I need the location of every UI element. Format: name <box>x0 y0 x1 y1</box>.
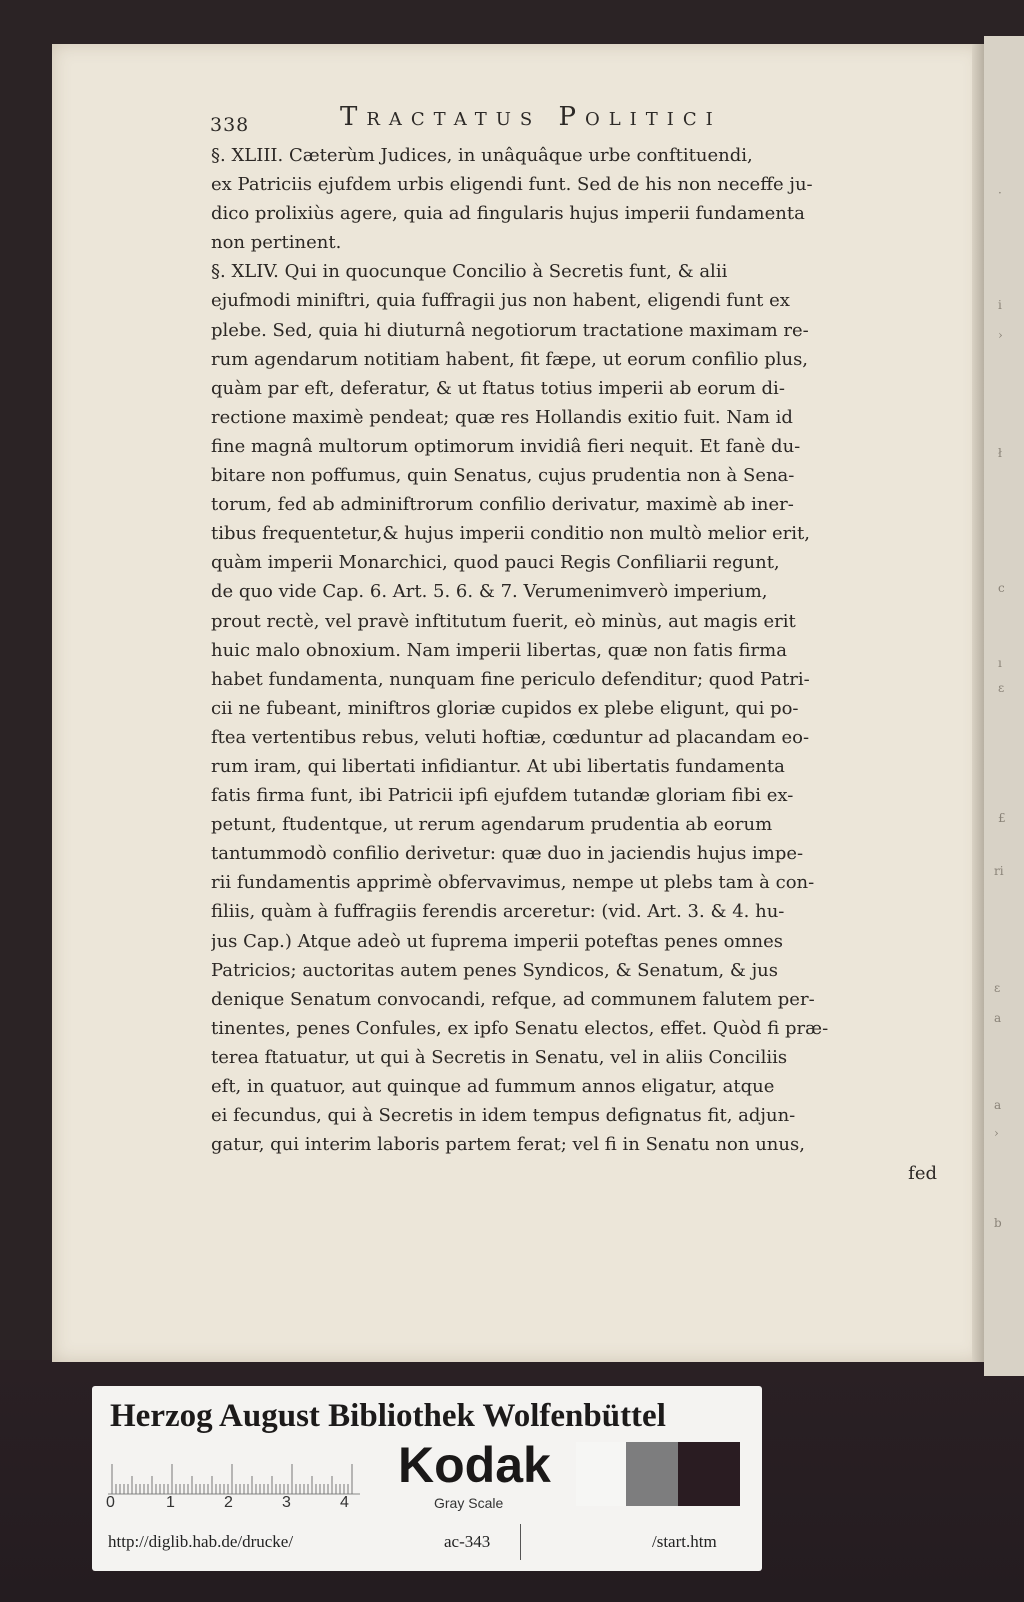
text-line: quàm par eft, deferatur, & ut ftatus totius imperii ab eorum di- <box>211 377 785 399</box>
text-line: fine magnâ multorum optimorum invidiâ fieri nequit. Et fanè du- <box>211 435 801 457</box>
text-line: dico prolixiùs agere, quia ad fingularis hujus imperii fundamenta <box>211 203 805 225</box>
ruler-number: 0 <box>106 1494 115 1511</box>
body-text <box>211 141 941 1188</box>
text-line: Patricios; auctoritas autem penes Syndicos, & Senatum, & jus <box>211 959 778 981</box>
digital-library-url: http://diglib.hab.de/drucke/ <box>108 1532 294 1551</box>
text-line: rum agendarum notitiam habent, fit fæpe, ut eorum confilio plus, <box>211 348 809 370</box>
library-name: Herzog August Bibliothek Wolfenbüttel <box>110 1398 666 1434</box>
text-line: filiis, quàm à fuffragiis ferendis arceretur: (vid. Art. 3. & 4. hu- <box>211 901 785 923</box>
text-line: torum, fed ab adminiftrorum confilio derivatur, maximè ab iner- <box>211 494 794 516</box>
text-line: fatis firma funt, ibi Patricii ipfi ejufdem tutandæ gloriam fibi ex- <box>211 785 794 807</box>
text-line: jus Cap.) Atque adeò ut fuprema imperii poteftas penes omnes <box>211 930 784 952</box>
gray-scale-label: Gray Scale <box>434 1495 504 1511</box>
text-line: de quo vide Cap. 6. Art. 5. 6. & 7. Verumenimverò imperium, <box>211 581 768 603</box>
text-line: habet fundamenta, nunquam fine periculo defenditur; quod Patri- <box>211 668 810 690</box>
text-line: ei fecundus, qui à Secretis in idem tempus defignatus fit, adjun- <box>211 1105 796 1127</box>
gray-swatch-dark <box>678 1442 740 1506</box>
text-line: ftea vertentibus rebus, veluti hoftiæ, cœduntur ad placandam eo- <box>211 726 810 748</box>
page-number: 338 <box>210 114 250 136</box>
ruler-scale <box>106 1494 366 1516</box>
text-line: §. XLIII. Cæterùm Judices, in unâquâque urbe conftituendi, <box>211 145 753 166</box>
ruler-number: 1 <box>166 1494 175 1511</box>
running-title: Tractatus Politici <box>340 102 722 132</box>
catchword: fed <box>908 1163 937 1185</box>
text-line: tantummodò confilio derivetur: quæ duo in jaciendis hujus impe- <box>211 843 804 865</box>
page-gutter-shadow <box>972 44 984 1362</box>
text-line: rii fundamentis apprimè obfervavimus, nempe ut plebs tam à con- <box>211 872 815 894</box>
text-line: bitare non poffumus, quin Senatus, cujus prudentia non à Sena- <box>211 465 795 487</box>
text-line: rum iram, qui libertati infidiantur. At ubi libertatis fundamenta <box>211 755 785 777</box>
text-line: terea ftatuatur, ut qui à Secretis in Senatu, vel in aliis Conciliis <box>211 1046 788 1068</box>
text-line: prout rectè, vel pravè inftitutum fuerit, eò minùs, aut magis erit <box>211 610 796 632</box>
kodak-logo: Kodak <box>398 1437 551 1493</box>
ruler-icon <box>108 1450 360 1496</box>
text-line: quàm imperii Monarchici, quod pauci Regis Confiliarii regunt, <box>211 552 780 574</box>
text-line: huic malo obnoxium. Nam imperii libertas, quæ non fatis firma <box>211 639 787 661</box>
library-color-target <box>92 1386 762 1571</box>
text-line: ex Patriciis ejufdem urbis eligendi funt. Sed de his non neceffe ju- <box>211 174 813 196</box>
call-number: ac-343 <box>444 1532 491 1551</box>
start-page-url: /start.htm <box>652 1532 717 1551</box>
text-line: rectione maximè pendeat; quæ res Hollandis exitio fuit. Nam id <box>211 406 793 428</box>
adjacent-page-edge: · i › ł c ı ε £ ri ε a a › b <box>984 36 1024 1376</box>
ruler-number: 4 <box>340 1494 349 1511</box>
text-line: ejufmodi miniftri, quia fuffragii jus non habent, eligendi funt ex <box>211 290 790 312</box>
text-line: petunt, ftudentque, ut rerum agendarum prudentia ab eorum <box>211 814 773 836</box>
text-line: cii ne fubeant, miniftros gloriæ cupidos ex plebe eligunt, qui po- <box>211 697 799 719</box>
gray-swatch-white <box>576 1442 626 1506</box>
text-line: tinentes, penes Confules, ex ipfo Senatu electos, effet. Quòd fi præ- <box>211 1017 829 1039</box>
text-line: eft, in quatuor, aut quinque ad fummum annos eligatur, atque <box>211 1076 775 1097</box>
text-line: denique Senatum convocandi, refque, ad communem falutem per- <box>211 988 815 1010</box>
page-header <box>154 100 894 136</box>
gray-swatch-mid <box>626 1442 678 1506</box>
text-line: plebe. Sed, quia hi diuturnâ negotiorum tractatione maximam re- <box>211 319 809 341</box>
text-line: tibus frequentetur,& hujus imperii conditio non multò melior erit, <box>211 523 810 545</box>
text-line: gatur, qui interim laboris partem ferat; vel fi in Senatu non unus, <box>211 1134 805 1156</box>
text-line: §. XLIV. Qui in quocunque Concilio à Secretis funt, & alii <box>211 261 728 283</box>
stamp-divider <box>520 1524 521 1560</box>
ruler-number: 2 <box>224 1494 233 1511</box>
ruler-number: 3 <box>282 1494 291 1511</box>
text-line: non pertinent. <box>211 232 342 254</box>
